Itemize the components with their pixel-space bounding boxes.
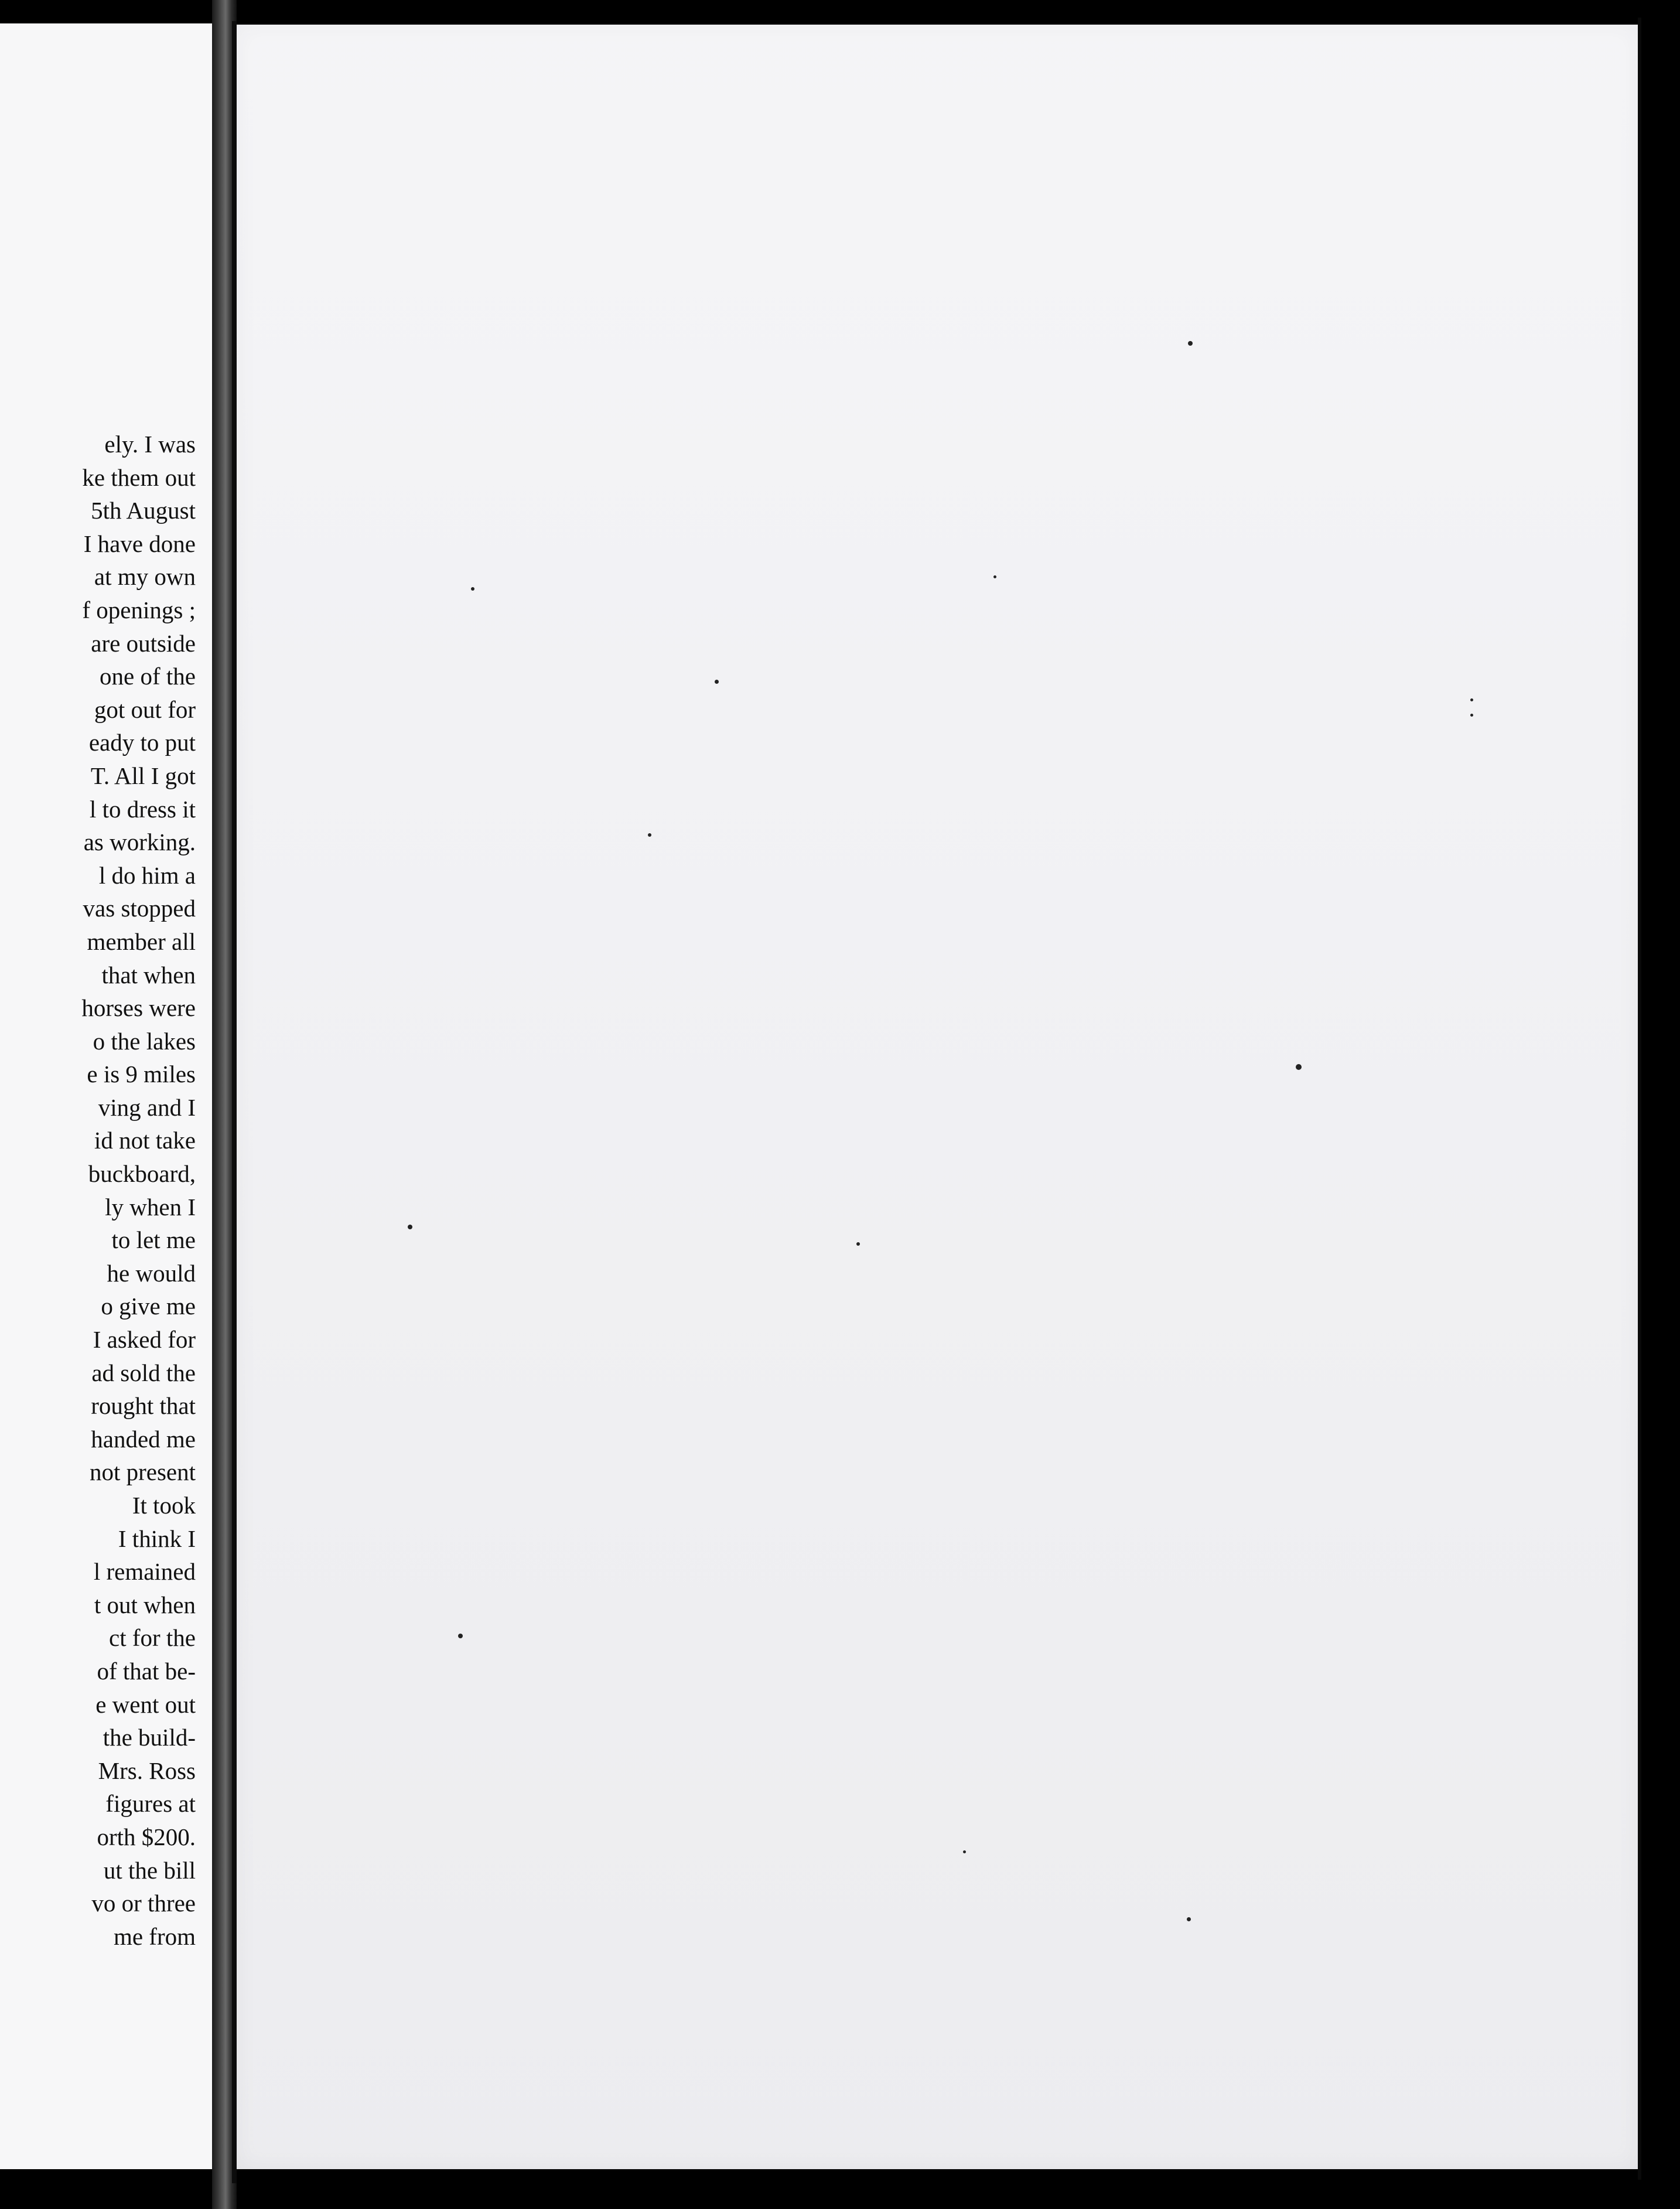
text-line: Mrs. Ross xyxy=(98,1757,196,1784)
text-line: o give me xyxy=(101,1293,196,1320)
text-line: buckboard, xyxy=(88,1160,196,1188)
text-line: member all xyxy=(87,928,196,955)
text-line: 5th August xyxy=(91,497,196,524)
text-line: T. All I got xyxy=(90,762,196,789)
text-line: f openings ; xyxy=(82,596,196,623)
text-line: id not take xyxy=(94,1127,196,1154)
dust-speck xyxy=(408,1225,412,1229)
text-line: ad sold the xyxy=(91,1359,196,1386)
text-line: l do him a xyxy=(98,861,196,889)
left-page xyxy=(0,23,212,2169)
dust-speck xyxy=(1296,1064,1302,1070)
dust-speck xyxy=(648,833,651,837)
text-line: ke them out xyxy=(82,463,196,491)
text-line: vas stopped xyxy=(83,895,196,922)
text-line: that when xyxy=(101,961,196,988)
right-page-blank xyxy=(237,25,1638,2169)
dust-speck xyxy=(963,1850,966,1853)
text-line: handed me xyxy=(91,1425,196,1453)
text-line: at my own xyxy=(94,563,196,591)
dust-speck xyxy=(993,575,996,578)
text-line: me from xyxy=(113,1922,196,1950)
text-line: e is 9 miles xyxy=(87,1061,196,1088)
left-page-text xyxy=(81,428,196,1953)
text-line: ly when I xyxy=(105,1193,196,1221)
text-line: figures at xyxy=(105,1790,196,1818)
text-line: o the lakes xyxy=(93,1027,196,1055)
text-line: he would xyxy=(107,1259,196,1287)
text-line: l to dress it xyxy=(89,795,196,823)
text-line: l remained xyxy=(93,1558,196,1586)
text-line: ving and I xyxy=(98,1093,196,1121)
text-line: as working. xyxy=(83,829,196,856)
dust-speck xyxy=(1470,698,1473,701)
text-line: It took xyxy=(132,1492,196,1519)
text-line: I asked for xyxy=(93,1326,196,1354)
dust-speck xyxy=(715,680,719,684)
text-line: t out when xyxy=(94,1591,196,1618)
text-line: ut the bill xyxy=(103,1856,196,1884)
text-line: ct for the xyxy=(109,1624,196,1652)
text-line: not present xyxy=(89,1458,196,1486)
dust-speck xyxy=(1188,341,1193,346)
text-line: one of the xyxy=(100,663,196,690)
page-edge xyxy=(1638,18,1641,2180)
text-line: vo or three xyxy=(91,1890,196,1917)
text-line: horses were xyxy=(81,994,196,1022)
text-line: are outside xyxy=(91,629,196,657)
text-line: I think I xyxy=(118,1525,196,1552)
text-line: I have done xyxy=(83,530,196,557)
text-line: orth $200. xyxy=(97,1823,196,1850)
dust-speck xyxy=(1187,1917,1191,1921)
text-line: got out for xyxy=(94,696,196,723)
text-line: eady to put xyxy=(88,729,196,756)
text-line: to let me xyxy=(111,1226,196,1254)
dust-speck xyxy=(856,1242,860,1246)
text-line: e went out xyxy=(95,1690,196,1718)
text-line: ely. I was xyxy=(104,431,196,458)
dust-speck xyxy=(471,587,474,591)
gutter-shadow xyxy=(232,21,237,2183)
text-line: rought that xyxy=(91,1392,196,1420)
text-line: the build- xyxy=(103,1724,196,1751)
text-line: of that be- xyxy=(97,1657,196,1685)
dust-speck xyxy=(458,1634,463,1638)
dust-speck xyxy=(1470,714,1473,717)
page-tone xyxy=(237,25,1638,2169)
